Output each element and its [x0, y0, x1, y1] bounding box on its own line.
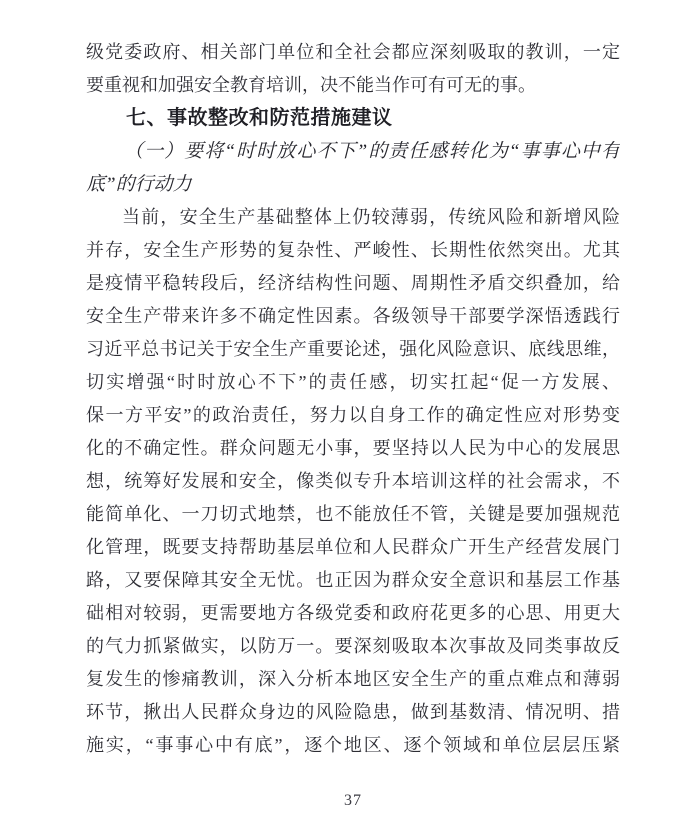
body-line: 的气力抓紧做实，以防万一。要深刻吸取本次事故及同类事故反 — [86, 636, 620, 656]
text-block — [86, 36, 620, 762]
subsection-heading-line: 底”的行动力 — [86, 174, 192, 195]
section-heading: 七、事故整改和防范措施建议 — [126, 107, 393, 129]
body-line: 并存，安全生产形势的复杂性、严峻性、长期性依然突出。尤其 — [86, 240, 620, 260]
body-line: 级党委政府、相关部门单位和全社会都应深刻吸取的教训，一定 — [86, 42, 620, 62]
body-line: 化的不确定性。群众问题无小事，要坚持以人民为中心的发展思 — [86, 438, 620, 458]
body-line: 环节，揪出人民群众身边的风险隐患，做到基数清、情况明、措 — [86, 702, 620, 722]
body-line: 能简单化、一刀切式地禁，也不能放任不管，关键是要加强规范 — [86, 504, 620, 524]
body-line: 施实，“事事心中有底”，逐个地区、逐个领域和单位层层压紧 — [86, 735, 620, 755]
subsection-heading-line: （一）要将“时时放心不下”的责任感转化为“事事心中有 — [124, 141, 620, 162]
body-line: 是疫情平稳转段后，经济结构性问题、周期性矛盾交织叠加，给 — [86, 273, 620, 293]
body-line: 要重视和加强安全教育培训，决不能当作可有可无的事。 — [86, 75, 536, 95]
body-line: 安全生产带来许多不确定性因素。各级领导干部要学深悟透践行 — [86, 306, 620, 326]
body-line: 习近平总书记关于安全生产重要论述，强化风险意识、底线思维， — [86, 339, 620, 359]
page-number: 37 — [344, 792, 362, 809]
body-line: 复发生的惨痛教训，深入分析本地区安全生产的重点难点和薄弱 — [86, 669, 620, 689]
body-line: 当前，安全生产基础整体上仍较薄弱，传统风险和新增风险 — [122, 207, 620, 227]
body-line: 切实增强“时时放心不下”的责任感，切实扛起“促一方发展、 — [86, 372, 620, 392]
body-line: 保一方平安”的政治责任，努力以自身工作的确定性应对形势变 — [86, 405, 620, 425]
body-line: 想，统筹好发展和安全，像类似专升本培训这样的社会需求，不 — [86, 471, 620, 491]
body-line: 础相对较弱，更需要地方各级党委和政府花更多的心思、用更大 — [86, 603, 620, 623]
body-line: 化管理，既要支持帮助基层单位和人民群众广开生产经营发展门 — [86, 537, 620, 557]
body-line: 路，又要保障其安全无忧。也正因为群众安全意识和基层工作基 — [86, 570, 620, 590]
